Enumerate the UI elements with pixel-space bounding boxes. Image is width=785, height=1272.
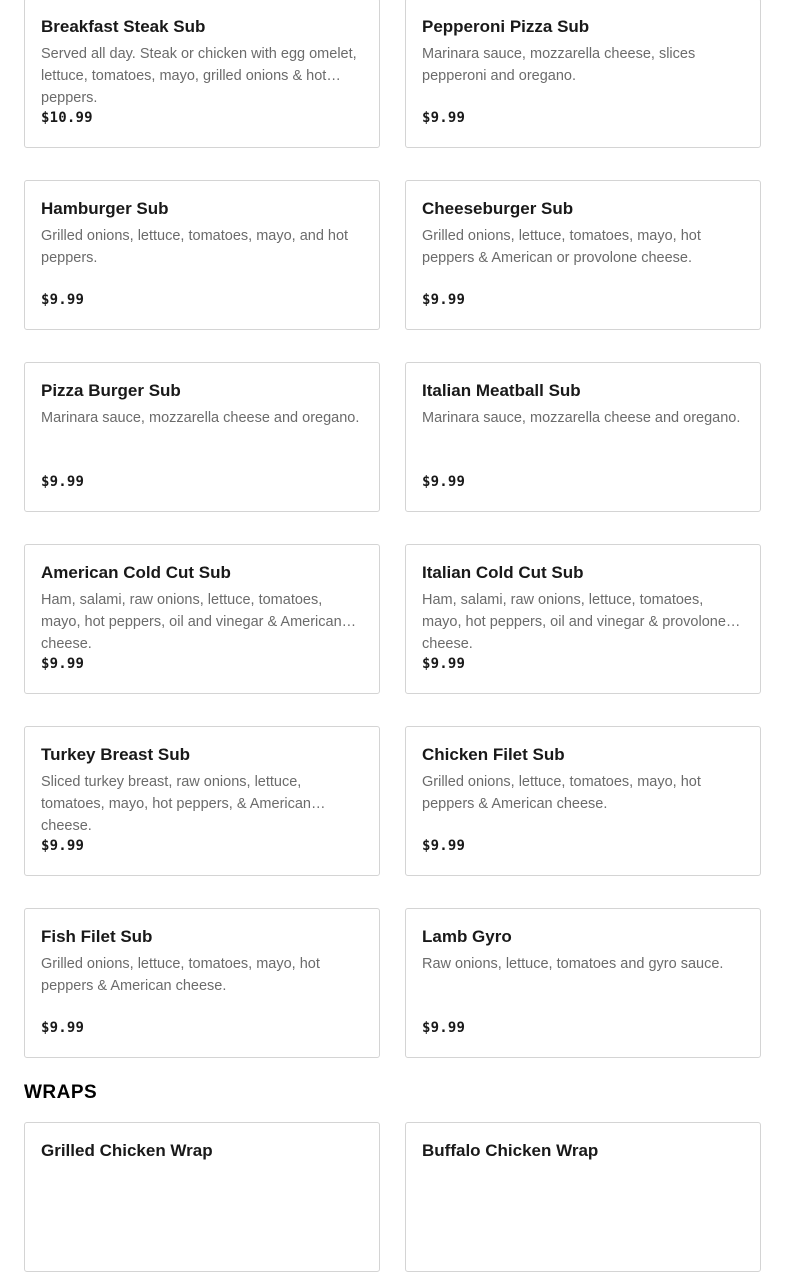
menu-item-description: Grilled onions, lettuce, tomatoes, mayo, hot peppers & American cheese. [422,774,701,812]
menu-item-name: American Cold Cut Sub [41,563,231,582]
menu-item-name: Breakfast Steak Sub [41,17,206,36]
menu-item-description: Served all day. Steak or chicken with egg omelet, lettuce, tomatoes, mayo, grilled onions & hot peppers. [41,46,357,106]
menu-item-name: Pepperoni Pizza Sub [422,17,590,36]
menu-item-card[interactable] [24,544,380,694]
menu-item-description: Grilled onions, lettuce, tomatoes, mayo, and hot peppers. [41,228,349,266]
section-title-wraps: WRAPS [24,1082,98,1103]
menu-item-price: $9.99 [41,656,85,672]
menu-item-name: Italian Meatball Sub [422,381,581,400]
menu-item-card[interactable] [405,726,761,876]
subs-menu-grid [24,0,761,1058]
menu-item-description: Raw onions, lettuce, tomatoes and gyro sauce. [422,956,724,972]
menu-item-price: $9.99 [422,474,466,490]
menu-item-price: $9.99 [422,1020,466,1036]
menu-item-name: Chicken Filet Sub [422,745,565,764]
menu-item-card[interactable] [24,726,380,876]
menu-item-card[interactable] [405,0,761,148]
menu-item-name: Lamb Gyro [422,927,512,946]
menu-item-name: Cheeseburger Sub [422,199,574,218]
menu-item-price: $9.99 [422,656,466,672]
menu-item-description: Grilled onions, lettuce, tomatoes, mayo, hot peppers & American or provolone cheese. [422,228,701,266]
menu-item-description: Sliced turkey breast, raw onions, lettuce, tomatoes, mayo, hot peppers, & American cheese. [41,774,311,834]
menu-item-card[interactable] [24,0,380,148]
menu-item-card[interactable] [405,908,761,1058]
menu-item-description: Ham, salami, raw onions, lettuce, tomatoes, mayo, hot peppers, oil and vinegar & American cheese. [41,592,342,652]
menu-item-card[interactable] [24,908,380,1058]
menu-item-description: Marinara sauce, mozzarella cheese and oregano. [41,410,360,426]
menu-item-name: Italian Cold Cut Sub [422,563,584,582]
menu-item-price: $9.99 [41,1020,85,1036]
menu-item-name: Turkey Breast Sub [41,745,190,764]
menu-item-name: Fish Filet Sub [41,927,153,946]
menu-item-card[interactable] [24,1122,380,1272]
menu-item-card[interactable] [405,1122,761,1272]
menu-item-description: Marinara sauce, mozzarella cheese and oregano. [422,410,741,426]
menu-item-price: $9.99 [41,474,85,490]
menu-item-price: $9.99 [422,838,466,854]
menu-item-card[interactable] [24,362,380,512]
menu-item-description: Ham, salami, raw onions, lettuce, tomatoes, mayo, hot peppers, oil and vinegar & provolone cheese. [422,592,726,652]
menu-item-name: Grilled Chicken Wrap [41,1141,213,1160]
menu-item-description: Marinara sauce, mozzarella cheese, slices pepperoni and oregano. [422,46,696,84]
menu-item-card[interactable] [405,544,761,694]
menu-item-name: Hamburger Sub [41,199,169,218]
wraps-menu-grid [24,1122,761,1272]
menu-item-name: Buffalo Chicken Wrap [422,1141,599,1160]
menu-item-price: $9.99 [422,292,466,308]
menu-item-card[interactable] [24,180,380,330]
menu-item-price: $9.99 [41,292,85,308]
menu-item-price: $10.99 [41,110,93,126]
menu-item-description: Grilled onions, lettuce, tomatoes, mayo, hot peppers & American cheese. [41,956,320,994]
menu-item-name: Pizza Burger Sub [41,381,181,400]
menu-item-price: $9.99 [41,838,85,854]
menu-item-card[interactable] [405,180,761,330]
menu-item-card[interactable] [405,362,761,512]
menu-item-price: $9.99 [422,110,466,126]
